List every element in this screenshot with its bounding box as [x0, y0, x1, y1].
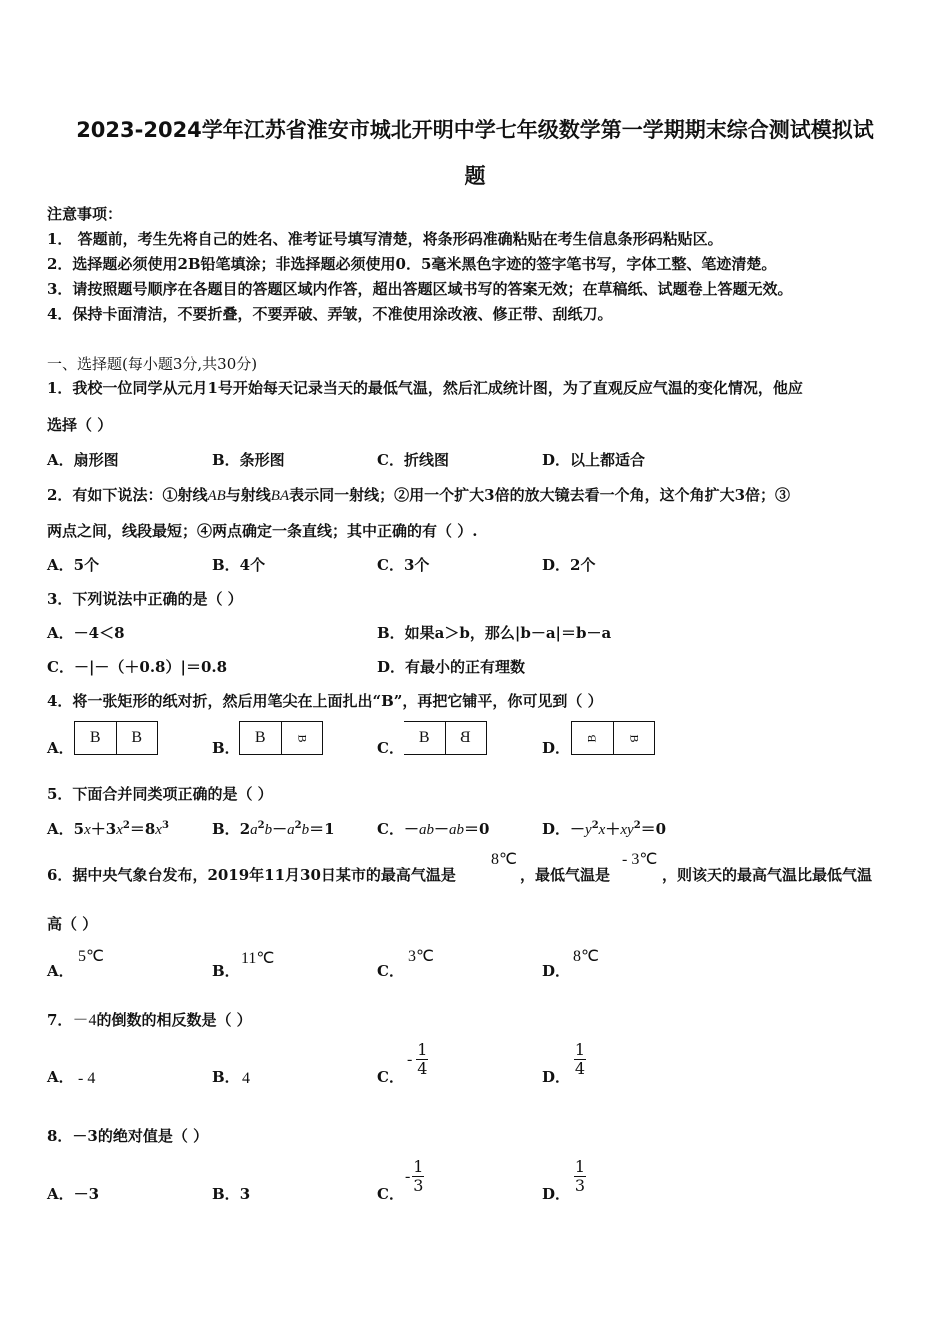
notice-heading: 注意事项： — [47, 205, 123, 223]
letter-b-mirrored: B — [460, 729, 472, 746]
q2-option-a: A．5个 — [47, 556, 100, 574]
q7-label-d: D． — [542, 1068, 571, 1086]
q3-option-b: B．如果a＞b，那么|b－a|＝b－a — [377, 624, 612, 642]
q6-option-a: 5℃ — [78, 948, 104, 965]
q8-label-a: A．－3 — [47, 1185, 100, 1203]
q3-stem: 3．下列说法中正确的是（ ） — [47, 590, 243, 608]
q1-option-d: D．以上都适合 — [542, 451, 646, 469]
q3-option-a: A．－4＜8 — [47, 624, 125, 642]
q8-option-c: - $\frac{1}{3}$ — [405, 1157, 424, 1195]
notice-item: 3．请按照题号顺序在各题目的答题区域内作答，超出答题区域书写的答案无效；在草稿纸、试题卷上答题无效。 — [47, 280, 793, 298]
q2-stem-line2: 两点之间，线段最短；④两点确定一条直线；其中正确的有（ ）. — [47, 522, 478, 540]
q6-high-temp: 8℃ — [491, 851, 517, 868]
q3-option-c: C．－|－（＋0.8）|＝0.8 — [47, 658, 228, 676]
page-title: 2023-2024学年江苏省淮安市城北开明中学七年级数学第一学期期末综合测试模拟试 — [76, 118, 874, 142]
q6-option-b: 11℃ — [241, 950, 275, 967]
notice-item: 2．选择题必须使用2B铅笔填涂；非选择题必须使用0．5毫米黑色字迹的签字笔书写，字体工整、笔迹清楚。 — [47, 255, 777, 273]
q4-figure-d — [571, 721, 655, 755]
q6-label-c: C． — [377, 962, 404, 980]
q6-low-temp: - 3℃ — [622, 851, 658, 868]
q7-stem: 7．－4的倒数的相反数是（ ） — [47, 1011, 252, 1029]
letter-b: B — [254, 729, 266, 746]
fraction: $\frac{1}{4}$ — [574, 1040, 586, 1078]
fraction: $\frac{1}{3}$ — [413, 1157, 424, 1195]
notice-item: 4．保持卡面清洁，不要折叠，不要弄破、弄皱，不准使用涂改液、修正带、刮纸刀。 — [47, 305, 613, 323]
letter-b: B — [89, 729, 101, 746]
q5-option-b: B．$2a^2b-a^2b=1$ — [212, 820, 335, 838]
q6-stem-p2: ，最低气温是 — [520, 866, 611, 884]
fraction: $\frac{1}{4}$ — [417, 1040, 428, 1078]
q5-option-d: D．$-y^2x+xy^2=0$ — [542, 820, 667, 838]
q4-label-c: C． — [377, 739, 404, 757]
q2-option-d: D．2个 — [542, 556, 596, 574]
q6-option-d: 8℃ — [573, 948, 599, 965]
q7-option-c: - $\frac{1}{4}$ — [407, 1040, 428, 1078]
q2-option-c: C．3个 — [377, 556, 430, 574]
q4-label-d: D． — [542, 739, 571, 757]
q7-label-c: C． — [377, 1068, 404, 1086]
q1-option-a: A．扇形图 — [47, 451, 119, 469]
q8-option-d — [574, 1158, 586, 1195]
letter-b-rotated: B — [627, 733, 642, 743]
notice-item: 1． 答题前，考生先将自己的姓名、准考证号填写清楚，将条形码准确粘贴在考生信息条形码粘贴区。 — [47, 230, 723, 248]
q8-label-b: B．3 — [212, 1185, 251, 1203]
q7-option-d — [574, 1041, 586, 1078]
q6-label-d: D． — [542, 962, 571, 980]
q6-stem-p1: 6．据中央气象台发布，2019年11月30日某市的最高气温是 — [47, 866, 456, 884]
q2-stem: 2．有如下说法：①射线AB与射线BA表示同一射线；②用一个扩大3倍的放大镜去看一个角，这个角扩大3倍；③ — [47, 486, 791, 504]
q1-stem-line2: 选择（ ） — [47, 416, 113, 434]
q4-figure-c — [404, 721, 487, 755]
q7-label-b: B． — [212, 1068, 240, 1086]
q4-figure-a — [74, 721, 158, 755]
q6-stem-p3: ，则该天的最高气温比最低气温 — [662, 866, 873, 884]
q6-option-c: 3℃ — [408, 948, 434, 965]
q4-label-a: A． — [47, 739, 74, 757]
q7-option-a: - 4 — [78, 1070, 96, 1087]
q1-option-c: C．折线图 — [377, 451, 449, 469]
q8-label-c: C． — [377, 1185, 404, 1203]
q4-figure-b — [239, 721, 323, 755]
q7-option-b: 4 — [242, 1070, 250, 1087]
fraction: $\frac{1}{3}$ — [574, 1157, 586, 1195]
page-title-line2: 题 — [464, 164, 486, 188]
letter-b-rotated: B — [584, 733, 599, 743]
letter-b-rotated: B — [295, 733, 310, 743]
q4-label-b: B． — [212, 739, 240, 757]
q1-stem: 1．我校一位同学从元月1号开始每天记录当天的最低气温，然后汇成统计图，为了直观反应气温的变化情况，他应 — [47, 379, 803, 397]
q3-option-d: D．有最小的正有理数 — [377, 658, 526, 676]
q6-label-b: B． — [212, 962, 240, 980]
q8-stem: 8．－3的绝对值是（ ） — [47, 1127, 209, 1145]
letter-b: B — [116, 722, 158, 754]
q1-option-b: B．条形图 — [212, 451, 285, 469]
q4-stem: 4．将一张矩形的纸对折，然后用笔尖在上面扎出“B”，再把它铺平，你可见到（ ） — [47, 692, 603, 710]
q6-label-a: A． — [47, 962, 74, 980]
q5-option-a: A．$5x+3x^2=8x^3$ — [47, 820, 169, 838]
letter-b: B — [418, 729, 430, 746]
q5-stem: 5．下面合并同类项正确的是（ ） — [47, 785, 273, 803]
q7-label-a: A． — [47, 1068, 74, 1086]
q2-option-b: B．4个 — [212, 556, 266, 574]
q5-option-c: C．－ab－ab＝0 — [377, 820, 490, 838]
section-heading: 一、选择题(每小题3分,共30分) — [47, 355, 258, 373]
q8-label-d: D． — [542, 1185, 571, 1203]
q6-stem-line2: 高（ ） — [47, 915, 98, 933]
